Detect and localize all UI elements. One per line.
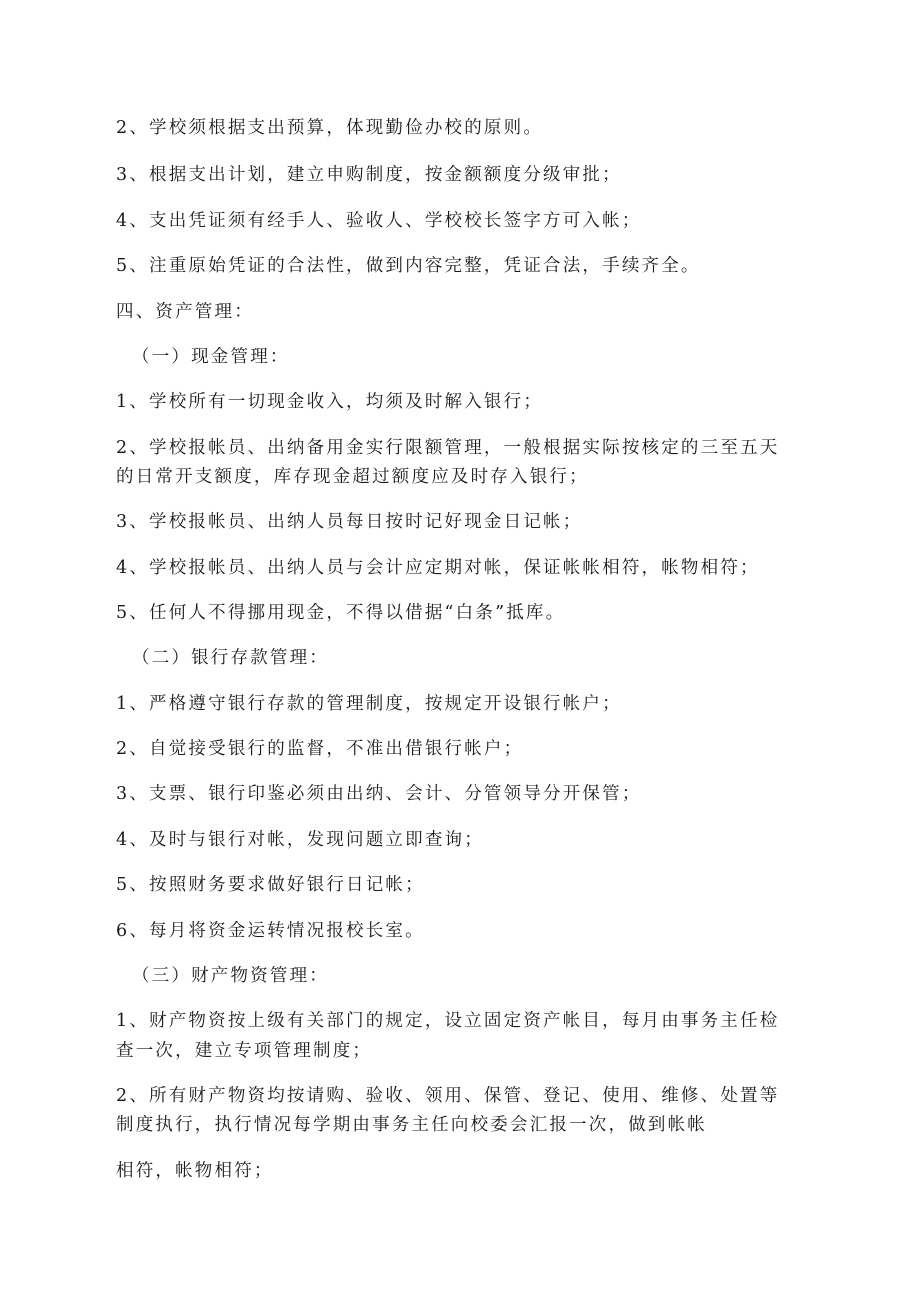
paragraph-line: 2、学校报帐员、出纳备用金实行限额管理，一般根据实际按核定的三至五天 <box>116 438 780 458</box>
subsection-heading: （三）财产物资管理： <box>132 966 329 986</box>
paragraph-line: 相符，帐物相符； <box>116 1161 274 1181</box>
paragraph-line: 5、注重原始凭证的合法性，做到内容完整，凭证合法，手续齐全。 <box>116 256 701 276</box>
paragraph-line: 5、任何人不得挪用现金，不得以借据“白条”抵库。 <box>116 603 566 623</box>
paragraph-line: 3、支票、银行印鉴必须由出纳、会计、分管领导分开保管； <box>116 784 642 804</box>
paragraph-line: 4、及时与银行对帐，发现问题立即查询； <box>116 830 484 850</box>
paragraph-line: 的日常开支额度，库存现金超过额度应及时存入银行； <box>116 467 589 487</box>
paragraph-line: 1、学校所有一切现金收入，均须及时解入银行； <box>116 392 544 412</box>
paragraph-line: 1、严格遵守银行存款的管理制度，按规定开设银行帐户； <box>116 694 622 714</box>
section-heading: 四、资产管理： <box>116 302 254 322</box>
paragraph-line: 5、按照财务要求做好银行日记帐； <box>116 875 425 895</box>
paragraph-line: 3、学校报帐员、出纳人员每日按时记好现金日记帐； <box>116 512 583 532</box>
paragraph-line: 2、学校须根据支出预算，体现勤俭办校的原则。 <box>116 118 544 138</box>
subsection-heading: （二）银行存款管理： <box>132 648 329 668</box>
paragraph-line: 制度执行，执行情况每学期由事务主任向校委会汇报一次，做到帐帐 <box>116 1115 707 1135</box>
subsection-heading: （一）现金管理： <box>132 347 290 367</box>
paragraph-line: 2、所有财产物资均按请购、验收、领用、保管、登记、使用、维修、处置等 <box>116 1086 780 1106</box>
paragraph-line: 4、支出凭证须有经手人、验收人、学校校长签字方可入帐； <box>116 211 642 231</box>
paragraph-line: 1、财产物资按上级有关部门的规定，设立固定资产帐目，每月由事务主任检 <box>116 1011 780 1031</box>
paragraph-line: 2、自觉接受银行的监督，不准出借银行帐户； <box>116 739 524 759</box>
paragraph-line: 3、根据支出计划，建立申购制度，按金额额度分级审批； <box>116 165 622 185</box>
paragraph-line: 6、每月将资金运转情况报校长室。 <box>116 921 425 941</box>
paragraph-line: 4、学校报帐员、出纳人员与会计应定期对帐，保证帐帐相符，帐物相符； <box>116 558 760 578</box>
paragraph-line: 查一次，建立专项管理制度； <box>116 1041 373 1061</box>
